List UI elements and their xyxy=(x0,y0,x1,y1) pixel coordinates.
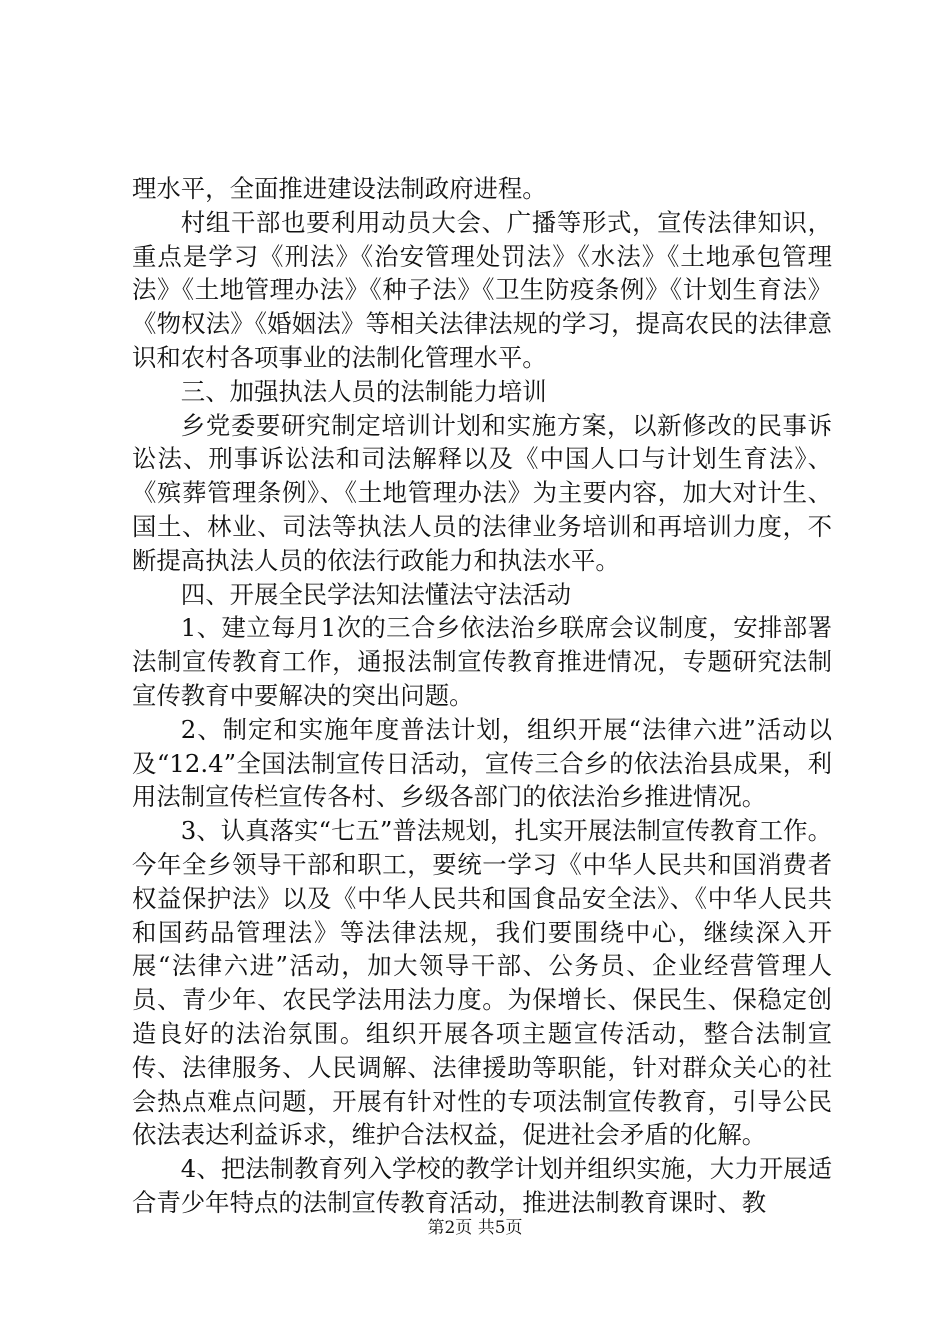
paragraph-item-2: 2、制定和实施年度普法计划，组织开展“法律六进”活动以及“12.4”全国法制宣传日活动，宣传三合乡的依法治县成果，利用法制宣传栏宣传各村、乡级各部门的依法治乡推进情况。 xyxy=(132,714,832,812)
section-heading-4: 四、开展全民学法知法懂法守法活动 xyxy=(180,579,572,609)
paragraph-item-4: 4、把法制教育列入学校的教学计划并组织实施，大力开展适合青少年特点的法制宣传教育活动，推进法制教育课时、教 xyxy=(132,1154,832,1217)
paragraph-item-3: 3、认真落实“七五”普法规划，扎实开展法制宣传教育工作。今年全乡领导干部和职工，要统一学习《中华人民共和国消费者权益保护法》以及《中华人民共和国食品安全法》、《中华人民共和国药品管理法》等法律法规，我们要围绕中心，继续深入开展“法律六进”活动，加大领导干部、公务员、企业经营管理人员、青少年、农民学法用法力度。为保增长、保民生、保稳定创造良好的法治氛围。组织开展各项主题宣传活动，整合法制宣传、法律服务、人民调解、法律援助等职能，针对群众关心的社会热点难点问题，开展有针对性的专项法制宣传教育，引导公民依法表达利益诉求，维护合法权益，促进社会矛盾的化解。 xyxy=(132,816,832,1150)
paragraph-village-cadres: 村组干部也要利用动员大会、广播等形式，宣传法律知识，重点是学习《刑法》《治安管理处罚法》《水法》《土地承包管理法》《土地管理办法》《种子法》《卫生防疫条例》《计划生育法》《物权法》《婚姻法》等相关法律法规的学习，提高农民的法律意识和农村各项事业的法制化管理水平。 xyxy=(132,207,832,372)
paragraph-item-1: 1、建立每月1次的三合乡依法治乡联席会议制度，安排部署法制宣传教育工作，通报法制宣传教育推进情况，专题研究法制宣传教育中要解决的突出问题。 xyxy=(132,613,832,710)
section-heading-3: 三、加强执法人员的法制能力培训 xyxy=(180,376,547,406)
paragraph-continuation: 理水平，全面推进建设法制政府进程。 xyxy=(132,174,547,203)
document-body xyxy=(132,172,832,1220)
paragraph-training: 乡党委要研究制定培训计划和实施方案，以新修改的民事诉讼法、刑事诉讼法和司法解释以及《中国人口与计划生育法》、《殡葬管理条例》、《土地管理办法》为主要内容，加大对计生、国土、林业、司法等执法人员的法律业务培训和再培训力度，不断提高执法人员的依法行政能力和执法水平。 xyxy=(132,410,832,575)
page-number-footer: 第2页 共5页 xyxy=(427,1218,523,1238)
